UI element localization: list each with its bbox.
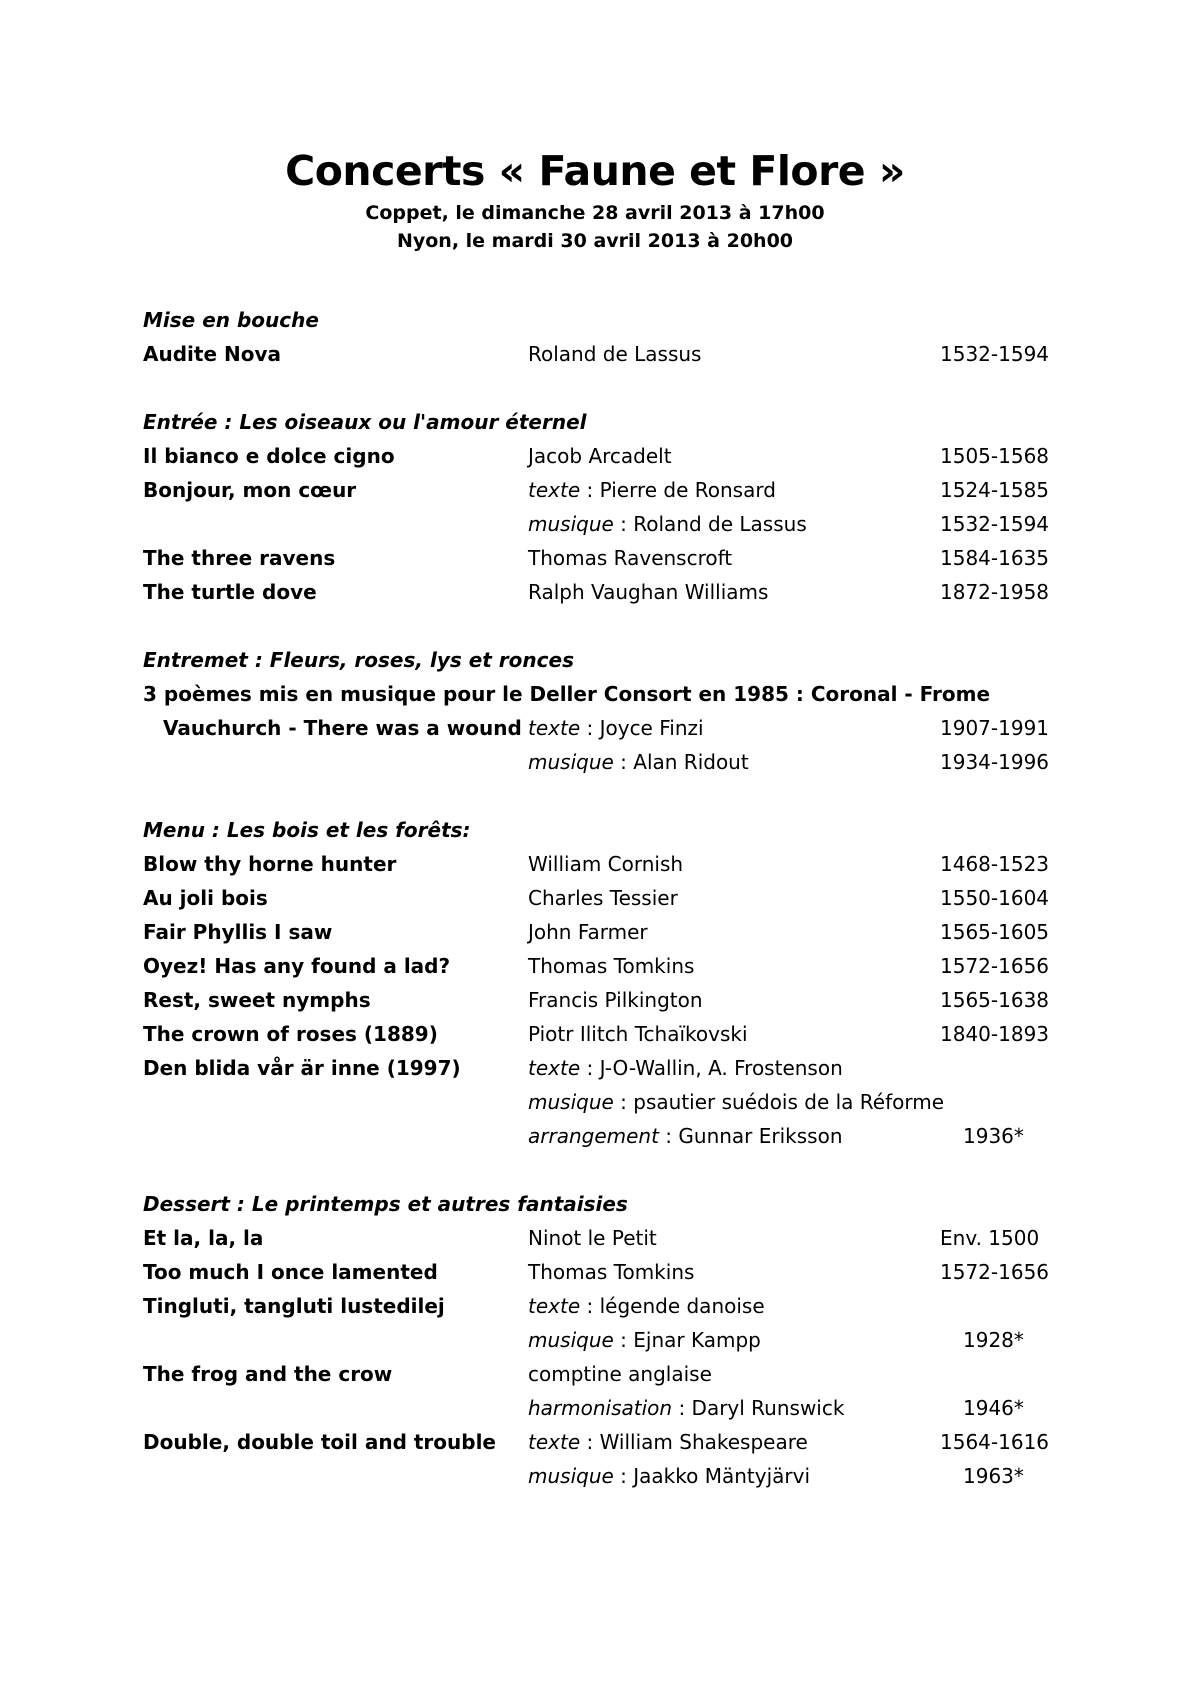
credit-role: arrangement xyxy=(528,1124,659,1148)
program-row xyxy=(143,1255,1063,1289)
section-heading: Mise en bouche xyxy=(143,308,319,332)
piece-credit xyxy=(528,1323,761,1357)
credit-role: musique xyxy=(528,750,614,774)
credit-role: harmonisation xyxy=(528,1396,673,1420)
piece-title: The crown of roses (1889) xyxy=(143,1022,438,1046)
credit-name: : psautier suédois de la Réforme xyxy=(613,1090,945,1114)
section-heading: Dessert : Le printemps et autres fantaisies xyxy=(143,1192,628,1216)
piece-title: Blow thy horne hunter xyxy=(143,852,397,876)
piece-credit xyxy=(528,949,694,983)
piece-title: Vauchurch - There was a wound xyxy=(163,716,522,740)
life-dates: 1584-1635 xyxy=(940,546,1050,570)
piece-credit xyxy=(528,1289,765,1323)
piece-credit xyxy=(528,473,776,507)
concert-program xyxy=(143,303,1063,1493)
credit-name: : légende danoise xyxy=(580,1294,765,1318)
life-dates: 1572-1656 xyxy=(940,954,1050,978)
program-row xyxy=(143,1221,1063,1255)
piece-title: Rest, sweet nymphs xyxy=(143,988,371,1012)
program-line xyxy=(143,677,1063,711)
piece-title: The turtle dove xyxy=(143,580,317,604)
program-row xyxy=(143,1017,1063,1051)
program-row xyxy=(143,1085,1063,1119)
credit-name: Francis Pilkington xyxy=(528,988,703,1012)
credit-role: musique xyxy=(528,512,614,536)
program-row xyxy=(143,1459,1063,1493)
credit-name: Jacob Arcadelt xyxy=(528,444,672,468)
program-row xyxy=(143,711,1063,745)
life-dates: 1550-1604 xyxy=(940,886,1050,910)
piece-credit xyxy=(528,1391,844,1425)
piece-credit xyxy=(528,575,768,609)
piece-credit xyxy=(528,1357,712,1391)
life-dates: 1524-1585 xyxy=(940,478,1050,502)
piece-title: The frog and the crow xyxy=(143,1362,393,1386)
section-heading: Entrée : Les oiseaux ou l'amour éternel xyxy=(143,410,587,434)
credit-name: Ninot le Petit xyxy=(528,1226,657,1250)
life-dates: 1907-1991 xyxy=(940,716,1050,740)
piece-credit xyxy=(528,1017,748,1051)
credit-name: : Gunnar Eriksson xyxy=(658,1124,843,1148)
section-heading-row xyxy=(143,813,1063,847)
section-spacer xyxy=(143,779,1063,813)
piece-title: Tingluti, tangluti lustedilej xyxy=(143,1294,445,1318)
life-dates: 1565-1605 xyxy=(940,920,1050,944)
program-row xyxy=(143,847,1063,881)
credit-role: texte xyxy=(528,1294,581,1318)
piece-credit xyxy=(528,711,704,745)
credit-name: Thomas Tomkins xyxy=(528,954,695,978)
program-row xyxy=(143,1391,1063,1425)
credit-name: Thomas Ravenscroft xyxy=(528,546,733,570)
piece-credit xyxy=(528,337,701,371)
program-row xyxy=(143,337,1063,371)
credit-name: Ralph Vaughan Williams xyxy=(528,580,769,604)
piece-credit xyxy=(528,1255,694,1289)
section-spacer xyxy=(143,609,1063,643)
subtitle-nyon: Nyon, le mardi 30 avril 2013 à 20h00 xyxy=(396,230,794,252)
program-row xyxy=(143,1051,1063,1085)
credit-role: musique xyxy=(528,1090,614,1114)
piece-credit xyxy=(528,1119,843,1153)
credit-name: John Farmer xyxy=(528,920,648,944)
life-dates: 1934-1996 xyxy=(940,750,1050,774)
program-description: 3 poèmes mis en musique pour le Deller Consort en 1985 : Coronal - Frome xyxy=(143,682,991,706)
life-dates: 1565-1638 xyxy=(940,988,1050,1012)
credit-name: comptine anglaise xyxy=(528,1362,712,1386)
section-heading-row xyxy=(143,1187,1063,1221)
program-row xyxy=(143,541,1063,575)
section-heading-row xyxy=(143,303,1063,337)
life-dates: 1946* xyxy=(963,1396,1024,1420)
program-row xyxy=(143,1289,1063,1323)
life-dates: 1564-1616 xyxy=(940,1430,1050,1454)
piece-credit xyxy=(528,1459,810,1493)
credit-name: : Jaakko Mäntyjärvi xyxy=(613,1464,811,1488)
piece-title: Double, double toil and trouble xyxy=(143,1430,496,1454)
piece-title: Et la, la, la xyxy=(143,1226,264,1250)
life-dates: 1572-1656 xyxy=(940,1260,1050,1284)
credit-name: : J-O-Wallin, A. Frostenson xyxy=(580,1056,843,1080)
life-dates: 1532-1594 xyxy=(940,342,1050,366)
program-row xyxy=(143,1357,1063,1391)
program-row xyxy=(143,1425,1063,1459)
piece-credit xyxy=(528,541,732,575)
piece-credit xyxy=(528,847,683,881)
credit-name: : Alan Ridout xyxy=(613,750,749,774)
credit-name: Roland de Lassus xyxy=(528,342,702,366)
credit-role: musique xyxy=(528,1464,614,1488)
section-spacer xyxy=(143,371,1063,405)
program-row xyxy=(143,983,1063,1017)
piece-title: Too much I once lamented xyxy=(143,1260,438,1284)
piece-credit xyxy=(528,1425,808,1459)
credit-role: texte xyxy=(528,1056,581,1080)
piece-credit xyxy=(528,439,672,473)
credit-name: : William Shakespeare xyxy=(580,1430,808,1454)
program-row xyxy=(143,1119,1063,1153)
piece-credit xyxy=(528,915,648,949)
section-heading-row xyxy=(143,643,1063,677)
piece-credit xyxy=(528,1085,944,1119)
program-row xyxy=(143,915,1063,949)
life-dates: Env. 1500 xyxy=(940,1226,1040,1250)
piece-title: Bonjour, mon cœur xyxy=(143,478,357,502)
credit-name: Piotr Ilitch Tchaïkovski xyxy=(528,1022,748,1046)
program-row xyxy=(143,745,1063,779)
credit-name: : Joyce Finzi xyxy=(580,716,704,740)
life-dates: 1532-1594 xyxy=(940,512,1050,536)
program-row xyxy=(143,439,1063,473)
subtitle-coppet: Coppet, le dimanche 28 avril 2013 à 17h00 xyxy=(365,202,825,224)
piece-credit xyxy=(528,745,749,779)
piece-credit xyxy=(528,1221,657,1255)
credit-name: : Daryl Runswick xyxy=(672,1396,845,1420)
credit-name: Charles Tessier xyxy=(528,886,678,910)
life-dates: 1936* xyxy=(963,1124,1024,1148)
program-row xyxy=(143,473,1063,507)
credit-name: : Ejnar Kampp xyxy=(613,1328,761,1352)
program-row xyxy=(143,881,1063,915)
program-row xyxy=(143,1323,1063,1357)
credit-role: texte xyxy=(528,1430,581,1454)
program-row xyxy=(143,949,1063,983)
section-heading: Menu : Les bois et les forêts: xyxy=(143,818,471,842)
program-row xyxy=(143,507,1063,541)
life-dates: 1963* xyxy=(963,1464,1024,1488)
page-header xyxy=(0,143,1190,255)
section-heading-row xyxy=(143,405,1063,439)
credit-name: : Roland de Lassus xyxy=(613,512,807,536)
life-dates: 1928* xyxy=(963,1328,1024,1352)
piece-title: Il bianco e dolce cigno xyxy=(143,444,395,468)
life-dates: 1505-1568 xyxy=(940,444,1050,468)
piece-title: Fair Phyllis I saw xyxy=(143,920,333,944)
life-dates: 1468-1523 xyxy=(940,852,1050,876)
program-row xyxy=(143,575,1063,609)
piece-title: Audite Nova xyxy=(143,342,281,366)
section-spacer xyxy=(143,1153,1063,1187)
credit-name: : Pierre de Ronsard xyxy=(580,478,776,502)
piece-credit xyxy=(528,881,678,915)
piece-title: The three ravens xyxy=(143,546,336,570)
life-dates: 1840-1893 xyxy=(940,1022,1050,1046)
piece-credit xyxy=(528,507,807,541)
credit-role: texte xyxy=(528,716,581,740)
credit-role: texte xyxy=(528,478,581,502)
life-dates: 1872-1958 xyxy=(940,580,1050,604)
piece-credit xyxy=(528,983,703,1017)
piece-title: Den blida vår är inne (1997) xyxy=(143,1056,461,1080)
piece-title: Au joli bois xyxy=(143,886,268,910)
page-title: Concerts « Faune et Flore » xyxy=(285,147,905,195)
piece-title: Oyez! Has any found a lad? xyxy=(143,954,451,978)
section-heading: Entremet : Fleurs, roses, lys et ronces xyxy=(143,648,574,672)
piece-credit xyxy=(528,1051,843,1085)
credit-role: musique xyxy=(528,1328,614,1352)
credit-name: Thomas Tomkins xyxy=(528,1260,695,1284)
credit-name: William Cornish xyxy=(528,852,684,876)
